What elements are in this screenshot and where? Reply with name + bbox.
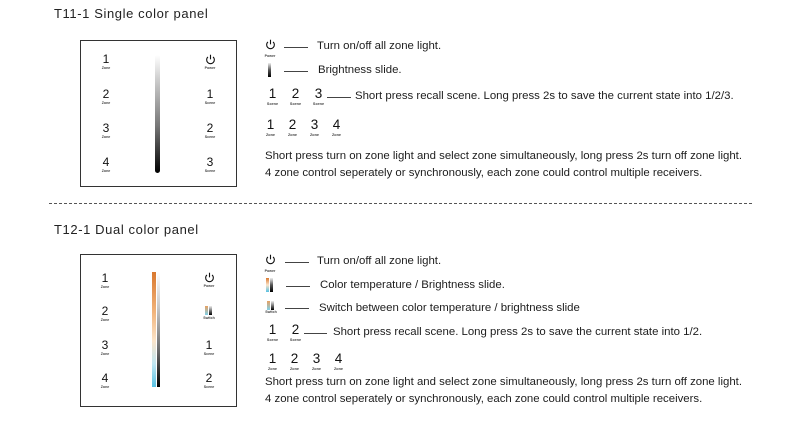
section-title-t11: T11-1 Single color panel (54, 6, 209, 21)
scene-key-group (264, 87, 327, 106)
power-icon (205, 54, 216, 65)
zone-key-group (262, 118, 345, 137)
zone-key: 4 Zone (333, 351, 344, 371)
zone-key-group (264, 352, 347, 371)
zone-description-line-2: 4 zone control seperately or synchronously, each zone could control multiple receivers. (265, 392, 703, 405)
scene-description: Short press recall scene. Long press 2s to save the current state into 1/2/3. (355, 90, 734, 102)
color-temperature-slider-icon (266, 278, 273, 292)
panel-zone-key-1: 1 Zone (101, 52, 111, 70)
section-title-t12: T12-1 Dual color panel (54, 222, 199, 237)
brightness-slider-icon (268, 63, 271, 77)
zone-description-line-1: Short press turn on zone light and select zone simultaneously, long press 2s turn off zone light. (265, 150, 742, 162)
panel-dual-color (80, 254, 237, 407)
zone-key: 3 Zone (311, 351, 322, 371)
leader-line (285, 308, 309, 309)
zone-description (265, 374, 742, 407)
zone-key: 2 Zone (289, 351, 300, 371)
power-icon (265, 39, 276, 50)
zone-key: 2 Zone (287, 117, 298, 137)
scene-key: 2 Scene (289, 322, 302, 342)
leader-line (327, 97, 351, 98)
color-temperature-description: Color temperature / Brightness slide. (320, 279, 505, 291)
brightness-slider (157, 272, 160, 387)
switch-description: Switch between color temperature / brightness slide (319, 302, 580, 314)
panel-zone-key-2: 2 Zone (101, 87, 111, 105)
scene-key: 1 Scene (266, 86, 279, 106)
power-description: Turn on/off all zone light. (317, 255, 442, 267)
zone-key: 1 Zone (267, 351, 278, 371)
scene-key: 2 Scene (289, 86, 302, 106)
zone-description-line-2: 4 zone control seperately or synchronously, each zone could control multiple receivers. (265, 166, 703, 179)
panel-zone-key-4: 4 Zone (100, 371, 110, 389)
panel-scene-key-3: 3 Scene (204, 155, 216, 173)
zone-key: 3 Zone (309, 117, 320, 137)
panel-single-color (80, 40, 237, 187)
brightness-description: Brightness slide. (318, 64, 402, 76)
leader-line (286, 286, 310, 287)
legend-power: Power (262, 253, 278, 274)
power-description: Turn on/off all zone light. (317, 40, 442, 52)
scene-description: Short press recall scene. Long press 2s to save the current state into 1/2. (333, 326, 703, 338)
switch-icon (205, 306, 213, 315)
scene-key: 1 Scene (266, 322, 279, 342)
legend-power: Power (262, 38, 278, 59)
scene-key: 3 Scene (312, 86, 325, 106)
color-temperature-slider (152, 272, 156, 387)
panel-zone-key-3: 3 Zone (100, 338, 110, 356)
panel-zone-key-4: 4 Zone (101, 155, 111, 173)
switch-icon (267, 301, 275, 310)
zone-description (265, 148, 742, 181)
panel-power-key: Power (196, 272, 222, 289)
panel-switch-key: Switch (196, 306, 222, 321)
panel-scene-key-1: 1 Scene (204, 87, 216, 105)
zone-key: 1 Zone (265, 117, 276, 137)
legend-switch: Switch (262, 301, 280, 315)
power-icon (265, 254, 276, 265)
zone-description-line-1: Short press turn on zone light and select zone simultaneously, long press 2s turn off zone light. (265, 376, 742, 388)
section-divider (49, 203, 752, 204)
panel-scene-key-1: 1 Scene (203, 338, 215, 356)
panel-power-key: Power (197, 54, 223, 71)
panel-scene-key-2: 2 Scene (204, 121, 216, 139)
leader-line (284, 47, 308, 48)
power-icon (204, 272, 215, 283)
brightness-slider (155, 55, 160, 173)
panel-zone-key-1: 1 Zone (100, 271, 110, 289)
leader-line (284, 71, 308, 72)
zone-key: 4 Zone (331, 117, 342, 137)
scene-key-group (264, 323, 304, 342)
panel-scene-key-2: 2 Scene (203, 371, 215, 389)
leader-line (285, 262, 309, 263)
panel-zone-key-3: 3 Zone (101, 121, 111, 139)
leader-line (304, 333, 327, 334)
panel-zone-key-2: 2 Zone (100, 304, 110, 322)
